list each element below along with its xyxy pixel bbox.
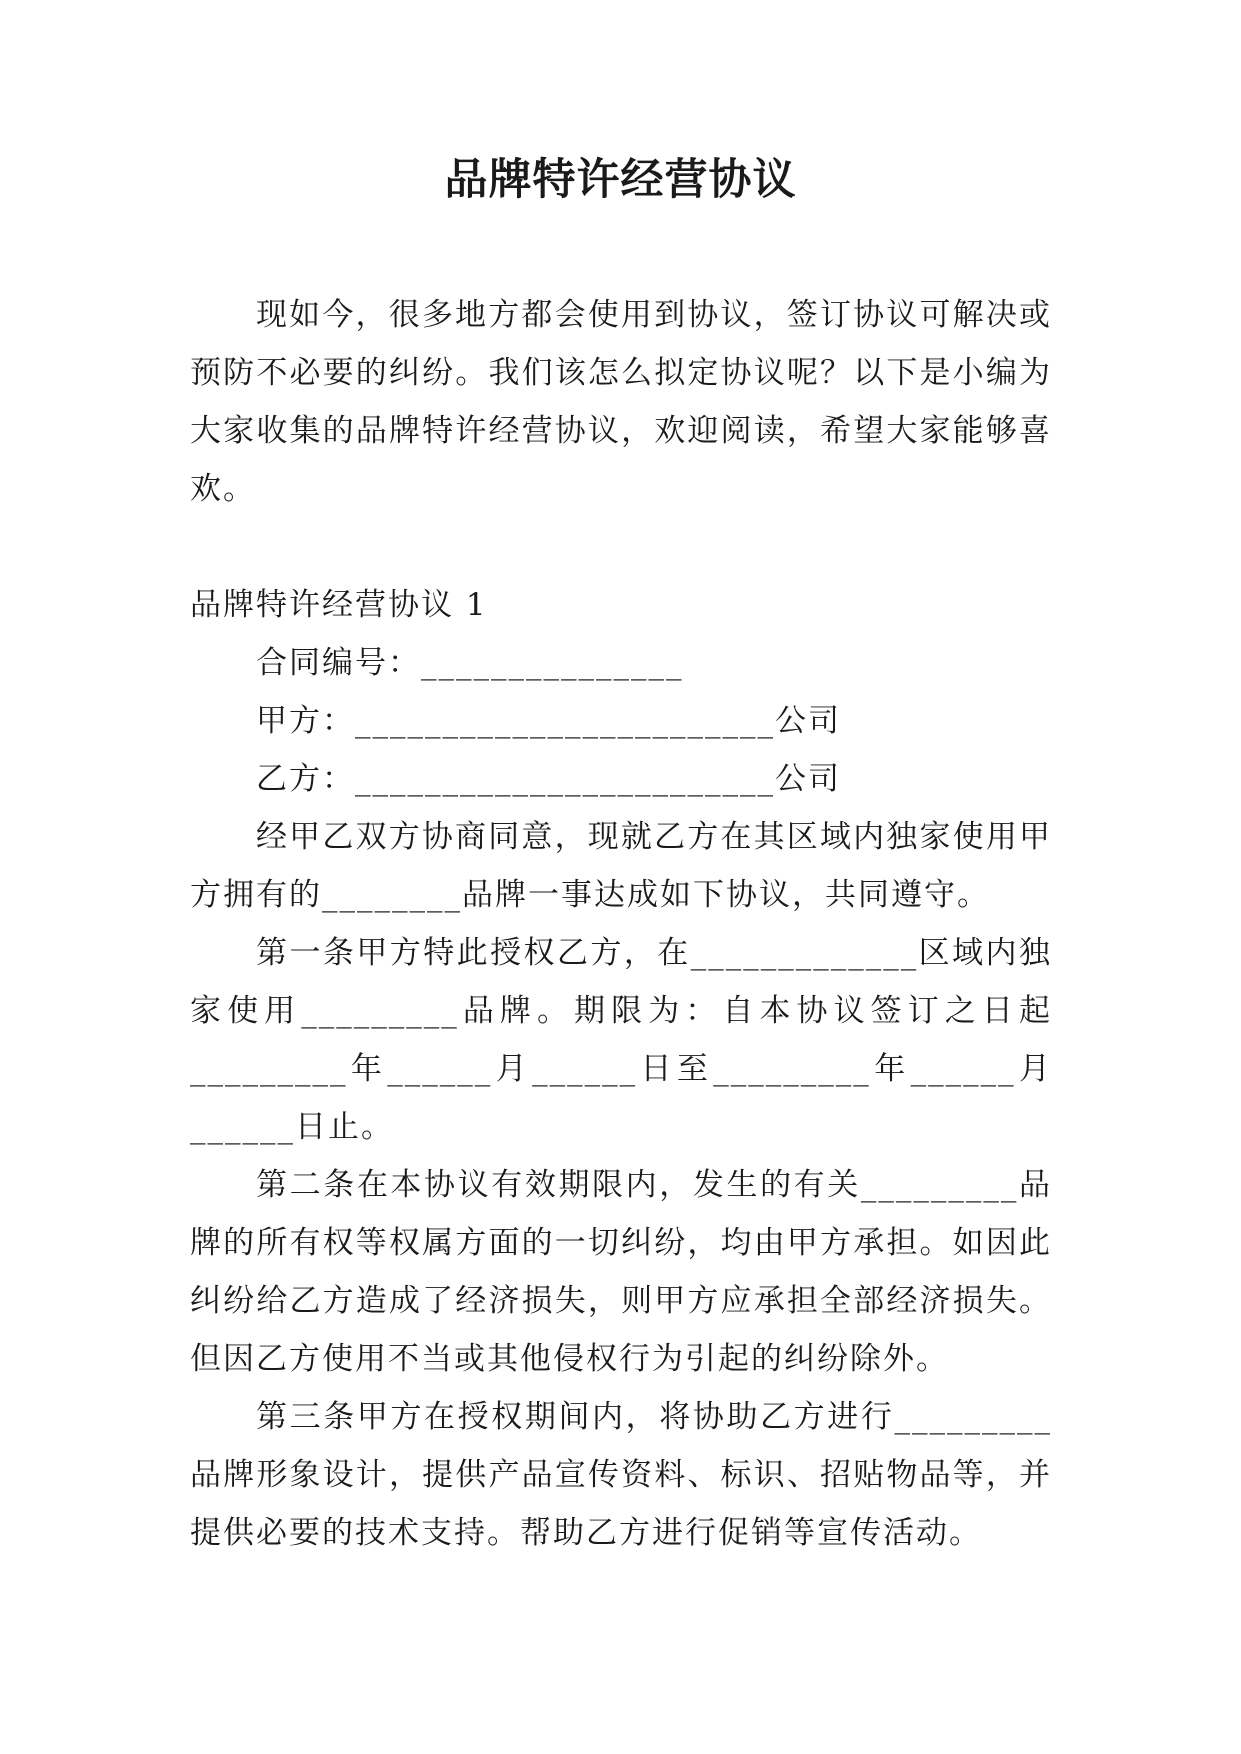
party-b-line: 乙方：________________________公司 <box>256 761 841 797</box>
paragraph-spacer <box>190 518 1052 576</box>
intro-paragraph: 现如今，很多地方都会使用到协议，签订协议可解决或预防不必要的纠纷。我们该怎么拟定协议呢？以下是小编为大家收集的品牌特许经营协议，欢迎阅读，希望大家能够喜欢。 <box>190 297 1052 507</box>
preamble-paragraph: 经甲乙双方协商同意，现就乙方在其区域内独家使用甲方拥有的________品牌一事达成如下协议，共同遵守。 <box>190 819 1052 913</box>
party-a-line: 甲方：________________________公司 <box>256 703 841 739</box>
section-heading: 品牌特许经营协议 1 <box>190 587 488 623</box>
article-3-paragraph: 第三条甲方在授权期间内，将协助乙方进行_________品牌形象设计，提供产品宣传资料、标识、招贴物品等，并提供必要的技术支持。帮助乙方进行促销等宣传活动。 <box>190 1399 1052 1551</box>
document-body <box>190 286 1052 1562</box>
document-title: 品牌特许经营协议 <box>444 155 797 205</box>
contract-number-line: 合同编号：_______________ <box>256 645 684 681</box>
article-1-paragraph: 第一条甲方特此授权乙方，在_____________区域内独家使用_________品牌。期限为：自本协议签订之日起_________年______月______日至_________年______月______日止。 <box>190 935 1052 1145</box>
article-2-paragraph: 第二条在本协议有效期限内，发生的有关_________品牌的所有权等权属方面的一切纠纷，均由甲方承担。如因此纠纷给乙方造成了经济损失，则甲方应承担全部经济损失。但因乙方使用不当或其他侵权行为引起的纠纷除外。 <box>190 1167 1052 1377</box>
